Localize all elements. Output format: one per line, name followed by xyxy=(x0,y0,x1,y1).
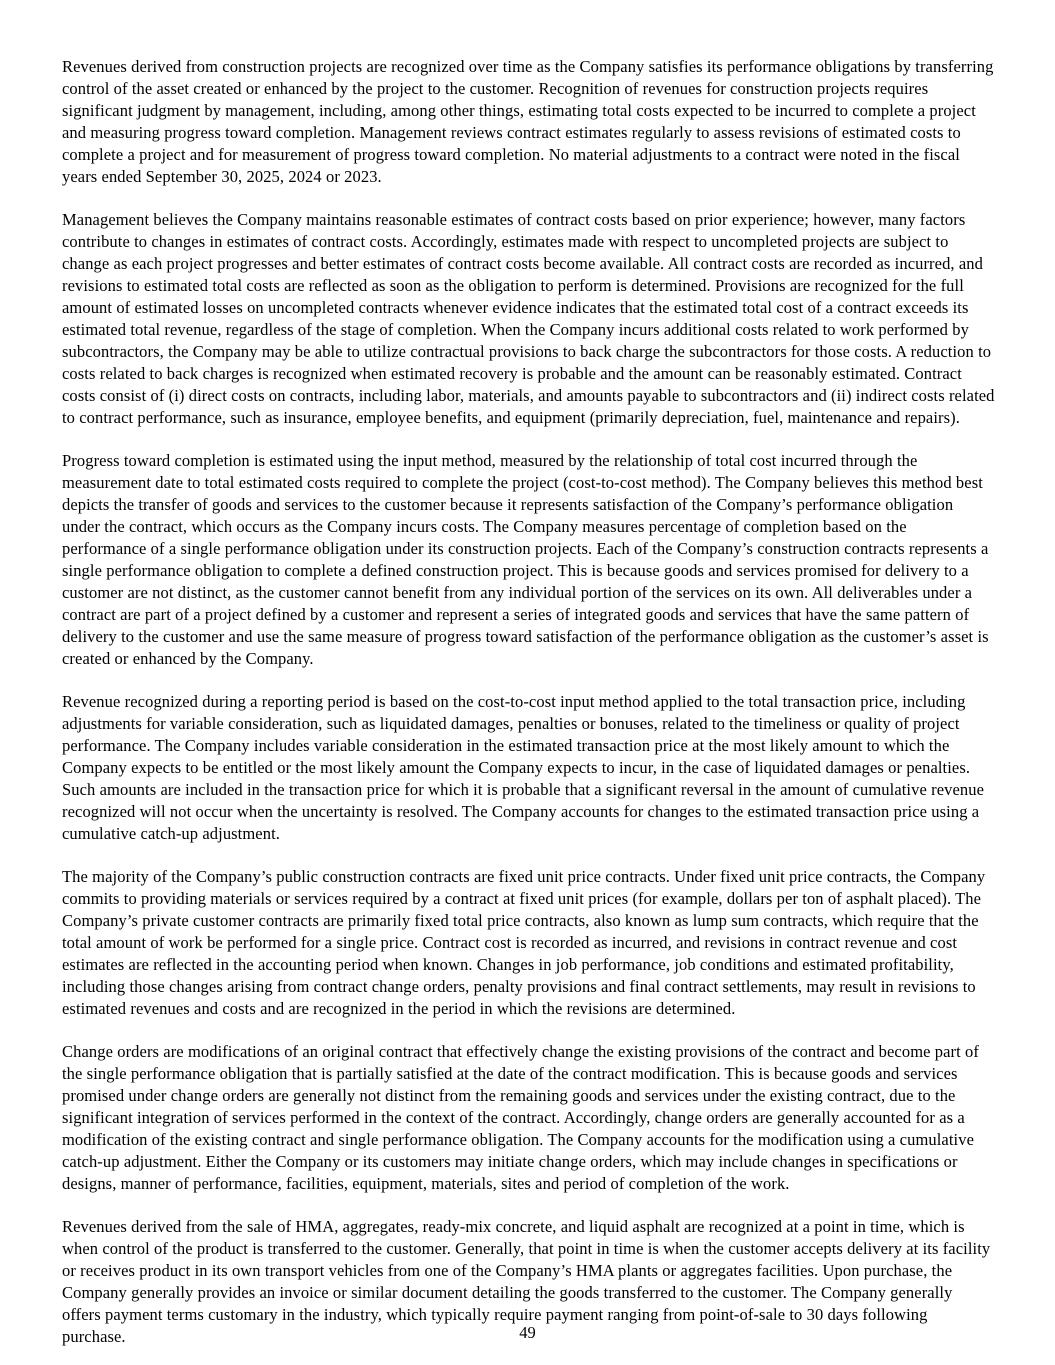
paragraph-contract-cost-estimates: Management believes the Company maintains reasonable estimates of contract costs based on prior experience; however, many factors contribute to changes in estimates of contract costs. Accordingly, estimates made with respect to uncompleted projects are subject to change as each project progresses and better estimates of contract costs become available. All contract costs are recorded as incurred, and revisions to estimated total costs are reflected as soon as the obligation to perform is determined. Provisions are recognized for the full amount of estimated losses on uncompleted contracts whenever evidence indicates that the estimated total cost of a contract exceeds its estimated total revenue, regardless of the stage of completion. When the Company incurs additional costs related to work performed by subcontractors, the Company may be able to utilize contractual provisions to back charge the subcontractors for those costs. A reduction to costs related to back charges is recognized when estimated recovery is probable and the amount can be reasonably estimated. Contract costs consist of (i) direct costs on contracts, including labor, materials, and amounts payable to subcontractors and (ii) indirect costs related to contract performance, such as insurance, employee benefits, and equipment (primarily depreciation, fuel, maintenance and repairs). xyxy=(62,210,995,427)
paragraph-fixed-unit-price-contracts: The majority of the Company’s public construction contracts are fixed unit price contracts. Under fixed unit price contracts, the Company commits to providing materials or services required by a contract at fixed unit prices (for example, dollars per ton of asphalt placed). The Company’s private customer contracts are primarily fixed total price contracts, also known as lump sum contracts, which require that the total amount of work be performed for a single price. Contract cost is recorded as incurred, and revisions in contract revenue and cost estimates are reflected in the accounting period when known. Changes in job performance, job conditions and estimated profitability, including those changes arising from contract change orders, penalty provisions and final contract settlements, may result in revisions to estimated revenues and costs and are recognized in the period in which the revisions are determined. xyxy=(62,867,986,1018)
page-number: 49 xyxy=(519,1322,536,1342)
paragraph-change-orders: Change orders are modifications of an original contract that effectively change the existing provisions of the contract and become part of the single performance obligation that is partially satisfied at the date of the contract modification. This is because goods and services promised under change orders are generally not distinct from the remaining goods and services under the existing contract, due to the significant integration of services performed in the context of the contract. Accordingly, change orders are generally accounted for as a modification of the existing contract and single performance obligation. The Company accounts for the modification using a cumulative catch-up adjustment. Either the Company or its customers may initiate change orders, which may include changes in specifications or designs, manner of performance, facilities, equipment, materials, sites and period of completion of the work. xyxy=(62,1042,980,1193)
paragraph-revenue-reporting-period: Revenue recognized during a reporting period is based on the cost-to-cost input method applied to the total transaction price, including adjustments for variable consideration, such as liquidated damages, penalties or bonuses, related to the timeliness or quality of project performance. The Company includes variable consideration in the estimated transaction price at the most likely amount to which the Company expects to be entitled or the most likely amount the Company expects to incur, in the case of liquidated damages or penalties. Such amounts are included in the transaction price for which it is probable that a significant reversal in the amount of cumulative revenue recognized will not occur when the uncertainty is resolved. The Company accounts for changes to the estimated transaction price using a cumulative catch-up adjustment. xyxy=(62,692,985,843)
paragraph-progress-toward-completion: Progress toward completion is estimated using the input method, measured by the relationship of total cost incurred through the measurement date to total estimated costs required to complete the project (cost-to-cost method). The Company believes this method best depicts the transfer of goods and services to the customer because it represents satisfaction of the Company’s performance obligation under the contract, which occurs as the Company incurs costs. The Company measures percentage of completion based on the performance of a single performance obligation under its construction projects. Each of the Company’s construction contracts represents a single performance obligation to complete a defined construction project. This is because goods and services promised for delivery to a customer are not distinct, as the customer cannot benefit from any individual portion of the services on its own. All deliverables under a contract are part of a project defined by a customer and represent a series of integrated goods and services that have the same pattern of delivery to the customer and use the same measure of progress toward satisfaction of the performance obligation as the customer’s asset is created or enhanced by the Company. xyxy=(62,451,989,668)
paragraph-revenue-construction: Revenues derived from construction projects are recognized over time as the Company satisfies its performance obligations by transferring control of the asset created or enhanced by the project to the customer. Recognition of revenues for construction projects requires significant judgment by management, including, among other things, estimating total costs expected to be incurred to complete a project and measuring progress toward completion. Management reviews contract estimates regularly to assess revisions of estimated costs to complete a project and for measurement of progress toward completion. No material adjustments to a contract were noted in the fiscal years ended September 30, 2025, 2024 or 2023. xyxy=(62,57,994,186)
paragraph-point-in-time-sales: Revenues derived from the sale of HMA, aggregates, ready-mix concrete, and liquid asphalt are recognized at a point in time, which is when control of the product is transferred to the customer. Generally, that point in time is when the customer accepts delivery at its facility or receives product in its own transport vehicles from one of the Company’s HMA plants or aggregates facilities. Upon purchase, the Company generally provides an invoice or similar document detailing the goods transferred to the customer. The Company generally offers payment terms customary in the industry, which typically require payment ranging from point-of-sale to 30 days following purchase. xyxy=(62,1217,991,1346)
